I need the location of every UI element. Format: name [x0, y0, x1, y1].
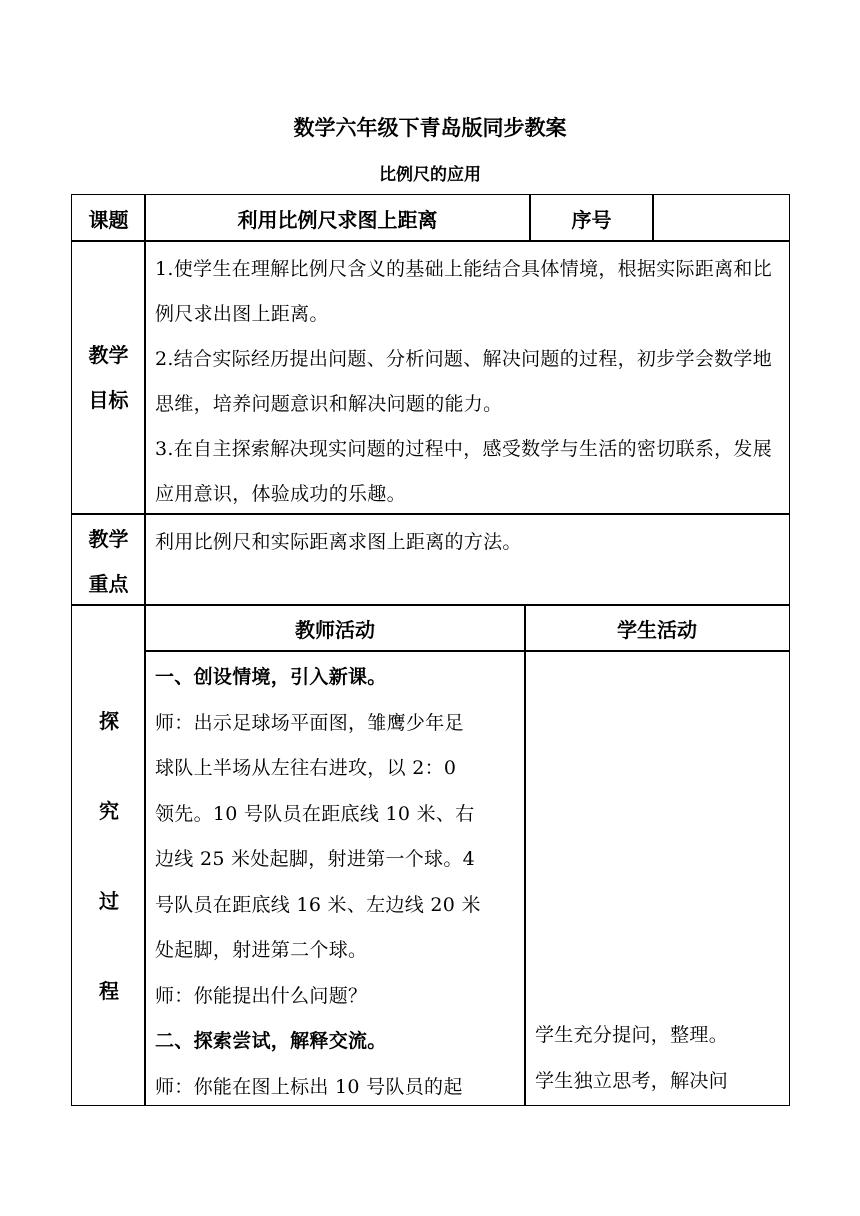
teacher-line: 师：你能提出什么问题？: [155, 984, 368, 1007]
student-activity-content-cell: [524, 650, 790, 1106]
key-points-label-line1: 教学: [88, 527, 129, 551]
seq-label-cell: [529, 194, 654, 242]
teacher-activity-header-cell: [144, 604, 526, 652]
topic-label-cell: [71, 194, 146, 242]
seq-value-cell: [652, 194, 790, 242]
teacher-line: 号队员在距底线 16 米、左边线 20 米: [155, 893, 481, 916]
teacher-line: 师：出示足球场平面图，雏鹰少年足: [155, 711, 464, 734]
teacher-line: 师：你能在图上标出 10 号队员的起: [155, 1075, 463, 1098]
teacher-activity-header: 教师活动: [295, 617, 375, 642]
topic-label: 课题: [88, 207, 129, 232]
objective-item: 1.使学生在理解比例尺含义的基础上能结合具体情境，根据实际距离和比例尺求出图上距离。: [155, 258, 773, 325]
teacher-line: 处起脚，射进第二个球。: [155, 939, 368, 961]
objective-item: 2.结合实际经历提出问题、分析问题、解决问题的过程，初步学会数学地思维，培养问题意识和解决问题的能力。: [155, 348, 773, 415]
student-line: 学生充分提问，整理。: [535, 1024, 729, 1046]
document-title: 数学六年级下青岛版同步教案: [293, 116, 567, 140]
process-label-cell: [71, 604, 146, 1106]
process-label-char: 究: [99, 799, 119, 823]
document-subtitle: 比例尺的应用: [379, 165, 481, 185]
seq-label: 序号: [571, 207, 612, 232]
objective-item: 3.在自主探索解决现实问题的过程中，感受数学与生活的密切联系，发展应用意识，体验成功的乐趣。: [155, 438, 773, 505]
topic-value-cell: [144, 194, 531, 242]
key-points-content-cell: [144, 513, 790, 606]
teacher-activity-content-cell: [144, 650, 526, 1106]
teacher-line: 边线 25 米处起脚，射进第一个球。4: [155, 848, 476, 870]
topic-value: 利用比例尺求图上距离: [237, 207, 438, 232]
process-label-char: 过: [99, 889, 119, 913]
objectives-label-line1: 教学: [88, 342, 129, 367]
student-activity-header-cell: [524, 604, 790, 652]
process-label-char: 程: [99, 979, 119, 1003]
objectives-label-line2: 目标: [88, 387, 129, 412]
key-points-label-cell: [71, 513, 146, 606]
teacher-line: 一、创设情境，引入新课。: [155, 666, 387, 688]
teacher-line: 球队上半场从左往右进攻，以 2：0: [155, 757, 457, 779]
student-activity-header: 学生活动: [617, 617, 697, 642]
student-line: 学生独立思考，解决问: [535, 1070, 729, 1092]
teacher-line: 领先。10 号队员在距底线 10 米、右: [155, 802, 475, 825]
process-label-char: 探: [99, 709, 119, 733]
objectives-label-cell: [71, 240, 146, 515]
objectives-content-cell: [144, 240, 790, 515]
key-points-text: 利用比例尺和实际距离求图上距离的方法。: [155, 531, 522, 553]
teacher-line: 二、探索尝试，解释交流。: [155, 1030, 387, 1052]
key-points-label-line2: 重点: [88, 572, 129, 596]
